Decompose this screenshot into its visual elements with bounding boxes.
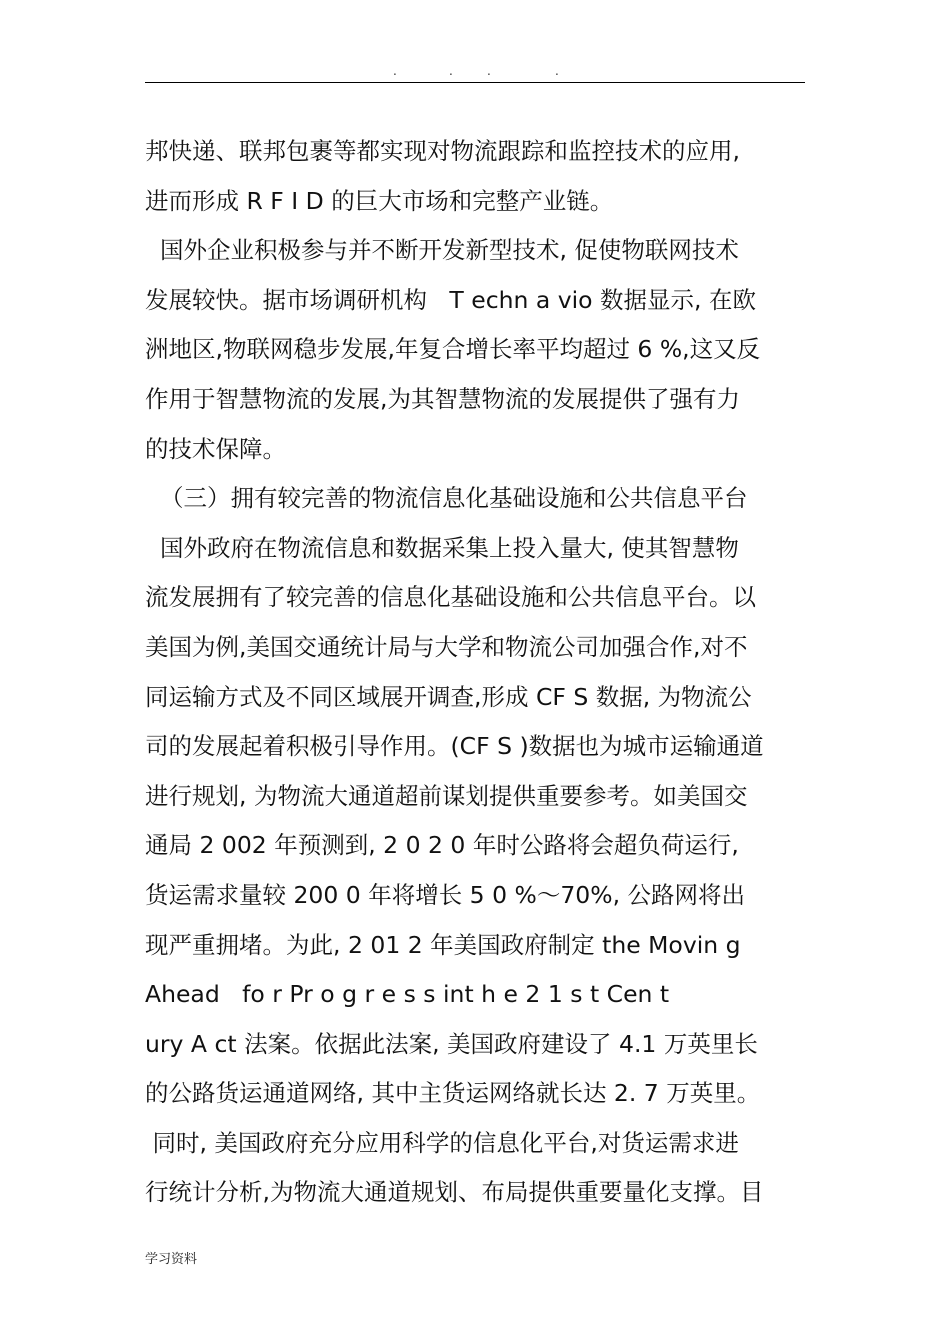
- text-line: ury A ct 法案。依据此法案, 美国政府建设了 4.1 万英里长: [145, 1029, 758, 1058]
- text-line: 同时, 美国政府充分应用科学的信息化平台,对货运需求进: [145, 1128, 739, 1157]
- text-line: 的技术保障。: [145, 434, 286, 463]
- text-line: 国外政府在物流信息和数据采集上投入量大, 使其智慧物: [145, 533, 739, 562]
- text-line: 现严重拥堵。为此, 2 01 2 年美国政府制定 the Movin g: [145, 930, 741, 959]
- text-line: 通局 2 002 年预测到, 2 0 2 0 年时公路将会超负荷运行,: [145, 831, 739, 860]
- header-dot: .: [393, 64, 397, 78]
- text-line: 作用于智慧物流的发展,为其智慧物流的发展提供了强有力: [145, 384, 740, 413]
- header-dot: .: [449, 64, 453, 78]
- footer-note: 学习资料: [145, 1252, 198, 1267]
- text-line: 洲地区,物联网稳步发展,年复合增长率平均超过 6 %,这又反: [145, 335, 761, 364]
- section-heading: （三）拥有较完善的物流信息化基础设施和公共信息平台: [145, 484, 748, 513]
- document-body: [145, 127, 825, 1218]
- text-line: 邦快递、联邦包裹等都实现对物流跟踪和监控技术的应用,: [145, 137, 740, 165]
- text-line: 发展较快。据市场调研机构 T echn a vio 数据显示, 在欧: [145, 285, 756, 314]
- text-line: 行统计分析,为物流大通道规划、布局提供重要量化支撑。目: [145, 1178, 764, 1207]
- text-line: Ahead fo r Pr o g r e s s int h e 2 1 s t Cen t: [145, 980, 670, 1009]
- text-line: 国外企业积极参与并不断开发新型技术, 促使物联网技术: [145, 236, 739, 265]
- text-line: 的公路货运通道网络, 其中主货运网络就长达 2. 7 万英里。: [145, 1079, 761, 1108]
- text-line: 进而形成 R F I D 的巨大市场和完整产业链。: [145, 186, 614, 215]
- text-line: 司的发展起着积极引导作用。(CF S )数据也为城市运输通道: [145, 732, 764, 761]
- text-line: 同运输方式及不同区域展开调查,形成 CF S 数据, 为物流公: [145, 682, 752, 711]
- header-dot: .: [487, 64, 491, 78]
- text-line: 流发展拥有了较完善的信息化基础设施和公共信息平台。以: [145, 583, 756, 612]
- text-line: 美国为例,美国交通统计局与大学和物流公司加强合作,对不: [145, 632, 748, 661]
- page-header-dots: [145, 60, 805, 80]
- header-dot: .: [555, 64, 559, 78]
- text-line: 进行规划, 为物流大通道超前谋划提供重要参考。如美国交: [145, 781, 748, 810]
- header-rule: [145, 82, 805, 83]
- text-line: 货运需求量较 200 0 年将增长 5 0 %～70%, 公路网将出: [145, 880, 746, 909]
